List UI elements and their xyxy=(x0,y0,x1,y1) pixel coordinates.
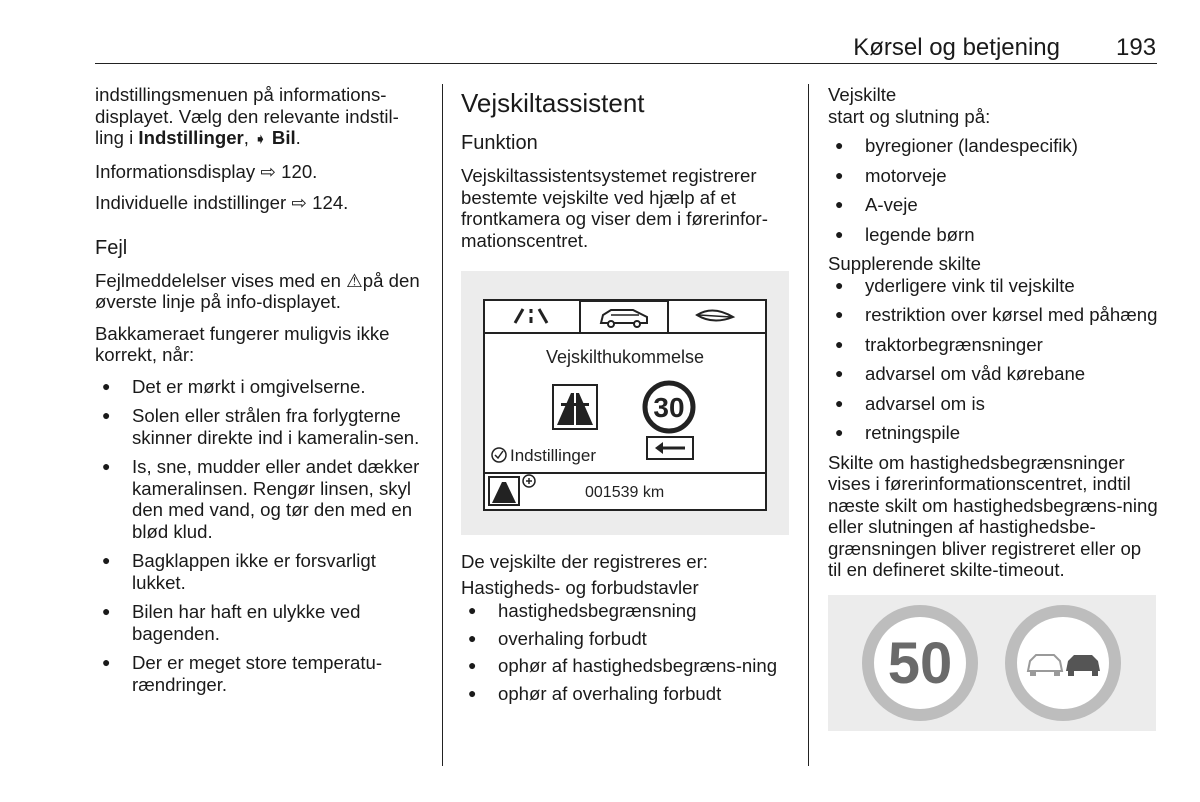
running-header-title: Kørsel og betjening xyxy=(853,34,1060,61)
fejl-text: på den øverste linje på info-displayet. xyxy=(95,269,420,312)
list-item: ● A-veje xyxy=(828,194,1158,216)
list-item: ● Det er mørkt i omgivelserne. xyxy=(95,376,430,398)
list-item: ● hastighedsbegrænsning xyxy=(461,600,791,622)
section-title: Vejskiltassistent xyxy=(461,88,645,118)
xref-page: 120. xyxy=(275,160,318,182)
list-item: ● legende børn xyxy=(828,224,1158,246)
list-item: ● Is, sne, mudder eller andet dækker kameralinsen. Rengør linsen, skyl den med vand, og tør den med en blød klud. xyxy=(95,456,430,542)
no-overtaking-sign xyxy=(1005,605,1121,721)
xref-page: 124. xyxy=(306,192,349,213)
camera-paragraph: Bakkameraet fungerer muligvis ikke korrekt, når: xyxy=(95,322,390,365)
subsection-title: Funktion xyxy=(461,132,538,154)
intro-separator: , xyxy=(243,127,255,148)
list-item: ● yderligere vink til vejskilte xyxy=(828,275,1158,297)
signs-graphics xyxy=(828,595,1156,731)
column-divider-right xyxy=(808,84,809,766)
motorway-small-icon xyxy=(489,477,519,505)
header-rule xyxy=(95,63,1157,64)
signs-illustration xyxy=(828,595,1156,731)
fejl-paragraph xyxy=(95,270,430,313)
warning-triangle-icon: ⚠ xyxy=(346,269,363,291)
settings-option: Indstillinger xyxy=(510,446,596,465)
speed-limit-30-sign xyxy=(645,383,693,431)
list-item: ● byregioner (landespecifik) xyxy=(828,135,1158,157)
speed-prohibition-list xyxy=(461,600,791,704)
add-circle-icon xyxy=(523,475,535,487)
fejl-text: Fejlmeddelelser vises med en xyxy=(95,269,347,291)
list-item: ● Bilen har haft en ulykke ved bagenden. xyxy=(95,601,430,644)
intro-end: . xyxy=(295,127,301,148)
supplementary-signs-heading: Supplerende skilte xyxy=(828,253,981,274)
info-display-screen xyxy=(483,299,767,511)
list-heading: Hastigheds- og forbudstavler xyxy=(461,576,699,598)
list-item: ● advarsel om våd kørebane xyxy=(828,363,1158,385)
road-tab-icon xyxy=(515,309,547,323)
list-item: ● Der er meget store temperatu-rændringer. xyxy=(95,652,430,695)
xref-text: Individuelle indstillinger xyxy=(95,192,287,213)
list-item: ● Solen eller strålen fra forlygterne skinner direkte ind i kameralin-sen. xyxy=(95,405,430,448)
list-item: ● Bagklappen ikke er forsvarligt lukket. xyxy=(95,550,430,593)
display-graphics xyxy=(485,301,765,509)
menu-arrow-icon: ➧ xyxy=(254,131,267,148)
column-2 xyxy=(461,84,791,712)
list-item: ● traktorbegrænsninger xyxy=(828,334,1158,356)
page-number: 193 xyxy=(1116,34,1157,61)
intro-line: indstillingsmenuen på informations- xyxy=(95,84,387,105)
list-item: ● advarsel om is xyxy=(828,393,1158,415)
road-signs-list xyxy=(828,135,1158,245)
back-arrow-icon xyxy=(647,437,693,459)
list-item: ● ophør af overhaling forbudt xyxy=(461,683,791,705)
list-item: ● ophør af hastighedsbegræns-ning xyxy=(461,655,791,677)
intro-text: ling i xyxy=(95,127,139,148)
detected-signs-intro: De vejskilte der registreres er: xyxy=(461,551,708,572)
list-item: ● overhaling forbudt xyxy=(461,628,791,650)
column-1 xyxy=(95,84,430,703)
road-signs-heading: Vejskilte xyxy=(828,84,897,105)
column-3 xyxy=(828,84,1158,731)
odometer-readout: 001539 km xyxy=(585,484,665,501)
check-circle-icon xyxy=(492,448,506,462)
speed-limit-50-sign xyxy=(862,605,978,721)
xref-arrow-icon: ⇨ xyxy=(291,192,307,213)
tab-vehicle xyxy=(580,301,668,333)
section-heading-fejl: Fejl xyxy=(95,236,128,259)
eco-leaf-tab-icon xyxy=(697,310,733,320)
settings-menu-ref: Indstillinger xyxy=(138,127,244,148)
function-paragraph: Vejskiltassistentsystemet registrerer bestemte vejskilte ved hjælp af et frontkamera og viser dem i førerinfor-mationscentret. xyxy=(461,165,768,251)
speed-limit-paragraph: Skilte om hastighedsbegrænsninger vises i førerinformationscentret, indtil næste skilt om hastighedsbegræns-ning eller slutningen af hastighedsbe-grænsningen bliver registreret eller op til en defineret skilte-timeout. xyxy=(828,451,1158,580)
sign-speed-value: 50 xyxy=(887,630,953,696)
xref-individual-settings xyxy=(95,192,430,214)
vehicle-menu-ref: Bil xyxy=(266,127,296,148)
list-item: ● motorveje xyxy=(828,165,1158,187)
xref-text: Informationsdisplay xyxy=(95,160,256,182)
supplementary-signs-list xyxy=(828,275,1158,444)
list-item: ● retningspile xyxy=(828,422,1158,444)
xref-arrow-icon: ⇨ xyxy=(260,160,276,182)
road-signs-intro: start og slutning på: xyxy=(828,105,991,127)
intro-line: displayet. Vælg den relevante indstil- xyxy=(95,105,399,127)
intro-paragraph xyxy=(95,84,430,151)
speed-limit-value: 30 xyxy=(653,392,685,423)
xref-info-display xyxy=(95,161,430,183)
display-illustration xyxy=(461,271,789,535)
column-divider-left xyxy=(442,84,443,766)
list-item: ● restriktion over kørsel med påhæng xyxy=(828,304,1158,326)
motorway-sign-icon xyxy=(553,385,597,429)
display-heading: Vejskilthukommelse xyxy=(545,347,705,367)
camera-conditions-list xyxy=(95,376,430,696)
